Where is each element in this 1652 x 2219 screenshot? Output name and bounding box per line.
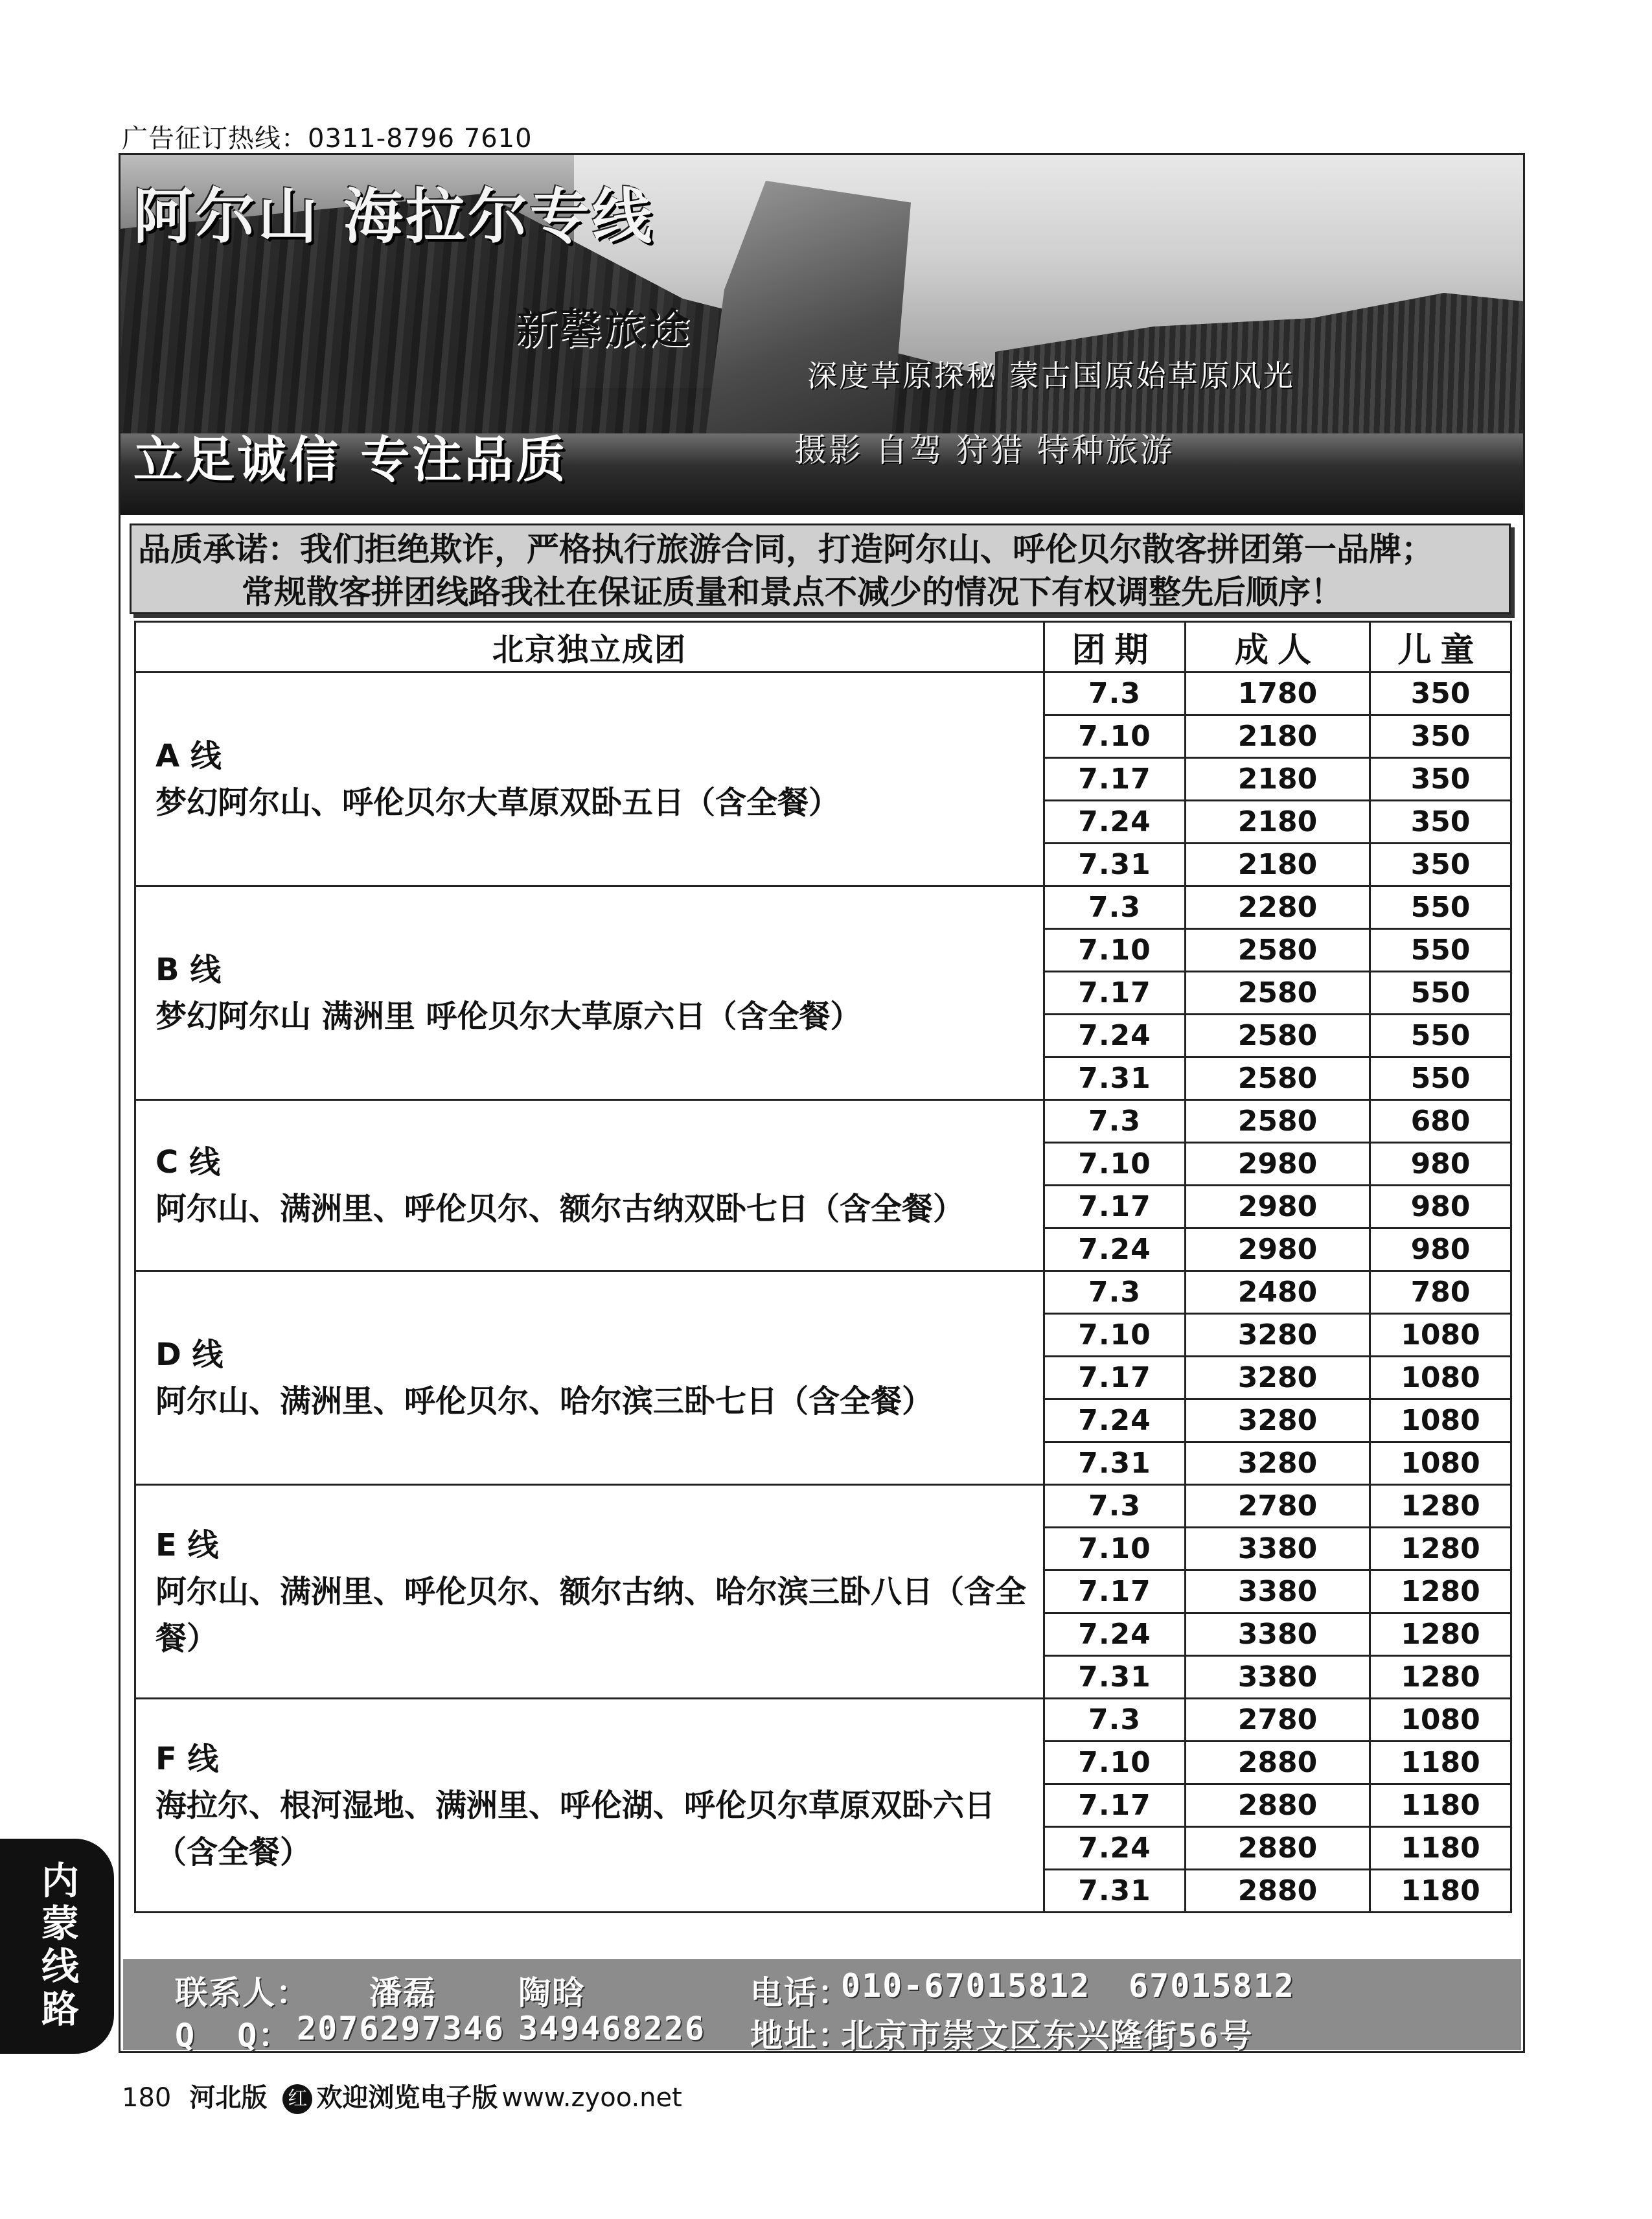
magazine-logo-icon: 红 [282,2084,312,2114]
route-cell [135,1100,1044,1271]
child-price-cell: 1180 [1370,1827,1511,1870]
date-cell: 7.24 [1044,1228,1186,1271]
route-description: 海拉尔、根河湿地、满洲里、呼伦湖、呼伦贝尔草原双卧六日 （含全餐） [155,1787,996,1870]
route-label: C 线 [155,1144,220,1180]
table-row [135,1271,1511,1314]
route-description: 梦幻阿尔山 满洲里 呼伦贝尔大草原六日（含全餐） [155,998,862,1035]
date-cell: 7.3 [1044,1271,1186,1314]
banner-subtitle: 新馨旅途 [516,305,692,354]
date-cell: 7.3 [1044,1100,1186,1143]
adult-price-cell: 2980 [1186,1143,1370,1186]
qq-1: 2076297346 [297,2010,505,2047]
header-adult: 成人 [1186,622,1370,673]
phone-1: 010-67015812 [841,1967,1091,2005]
child-price-cell: 780 [1370,1271,1511,1314]
banner-title: 阿尔山 海拉尔专线 [133,181,655,251]
date-cell: 7.17 [1044,1570,1186,1613]
child-price-cell: 680 [1370,1100,1511,1143]
route-description: 阿尔山、满洲里、呼伦贝尔、额尔古纳双卧七日（含全餐） [155,1190,965,1227]
child-price-cell: 1180 [1370,1870,1511,1913]
adult-price-cell: 2880 [1186,1784,1370,1827]
date-cell: 7.31 [1044,1442,1186,1485]
child-price-cell: 1280 [1370,1570,1511,1613]
adult-price-cell: 2580 [1186,972,1370,1015]
child-price-cell: 550 [1370,972,1511,1015]
date-cell: 7.31 [1044,1057,1186,1100]
child-price-cell: 980 [1370,1228,1511,1271]
banner-image [120,155,1523,515]
child-price-cell: 350 [1370,715,1511,758]
date-cell: 7.31 [1044,1870,1186,1913]
adult-price-cell: 3280 [1186,1357,1370,1399]
date-cell: 7.17 [1044,758,1186,801]
route-cell [135,1699,1044,1913]
date-cell: 7.17 [1044,1784,1186,1827]
child-price-cell: 1080 [1370,1357,1511,1399]
route-description: 阿尔山、满洲里、呼伦贝尔、哈尔滨三卧七日（含全餐） [155,1383,934,1420]
child-price-cell: 1280 [1370,1528,1511,1570]
adult-price-cell: 3380 [1186,1528,1370,1570]
route-description: 梦幻阿尔山、呼伦贝尔大草原双卧五日（含全餐） [155,784,840,821]
date-cell: 7.17 [1044,1186,1186,1228]
adult-price-cell: 2880 [1186,1870,1370,1913]
route-table-body [135,673,1511,1913]
date-cell: 7.3 [1044,1485,1186,1528]
adult-price-cell: 2880 [1186,1827,1370,1870]
route-label: B 线 [155,951,222,988]
child-price-cell: 980 [1370,1143,1511,1186]
section-tab-inner-mongolia: 内蒙线路 [0,1839,114,2054]
contact-person-2: 陶晗 [518,1974,586,2012]
date-cell: 7.3 [1044,886,1186,929]
date-cell: 7.24 [1044,801,1186,844]
adult-price-cell: 2580 [1186,1057,1370,1100]
route-label: E 线 [155,1526,219,1563]
child-price-cell: 550 [1370,1015,1511,1057]
child-price-cell: 1280 [1370,1656,1511,1699]
adult-price-cell: 2780 [1186,1699,1370,1742]
adult-price-cell: 2780 [1186,1485,1370,1528]
adult-price-cell: 1780 [1186,673,1370,715]
quality-notice [130,523,1511,614]
route-cell [135,1485,1044,1699]
adult-price-cell: 2180 [1186,801,1370,844]
adult-price-cell: 2580 [1186,1100,1370,1143]
adult-price-cell: 3380 [1186,1656,1370,1699]
child-price-cell: 350 [1370,758,1511,801]
child-price-cell: 550 [1370,1057,1511,1100]
child-price-cell: 550 [1370,929,1511,972]
adult-price-cell: 2980 [1186,1186,1370,1228]
date-cell: 7.31 [1044,844,1186,886]
qq-2: 349468226 [518,2010,706,2047]
qq-label: Q Q： [175,2017,292,2054]
route-label: F 线 [155,1740,219,1777]
adult-price-cell: 2180 [1186,758,1370,801]
adult-price-cell: 3380 [1186,1613,1370,1656]
date-cell: 7.10 [1044,929,1186,972]
adult-price-cell: 2580 [1186,929,1370,972]
banner-slogan: 立足诚信 专注品质 [133,431,568,489]
table-row [135,1485,1511,1528]
date-cell: 7.10 [1044,1528,1186,1570]
route-price-table [134,621,1512,1913]
date-cell: 7.17 [1044,1357,1186,1399]
website-url[interactable]: www.zyoo.net [501,2083,682,2113]
adult-price-cell: 2880 [1186,1742,1370,1784]
adult-price-cell: 3280 [1186,1442,1370,1485]
date-cell: 7.24 [1044,1015,1186,1057]
date-cell: 7.24 [1044,1399,1186,1442]
adult-price-cell: 2580 [1186,1015,1370,1057]
adult-price-cell: 2980 [1186,1228,1370,1271]
date-cell: 7.31 [1044,1656,1186,1699]
child-price-cell: 350 [1370,801,1511,844]
adult-price-cell: 2280 [1186,886,1370,929]
table-row [135,1699,1511,1742]
child-price-cell: 1180 [1370,1742,1511,1784]
phone-2: 67015812 [1129,1967,1295,2005]
adult-price-cell: 2180 [1186,844,1370,886]
date-cell: 7.10 [1044,715,1186,758]
notice-line-1: 品质承诺：我们拒绝欺诈，严格执行旅游合同，打造阿尔山、呼伦贝尔散客拼团第一品牌； [138,531,1434,568]
adult-price-cell: 3280 [1186,1314,1370,1357]
child-price-cell: 1280 [1370,1613,1511,1656]
date-cell: 7.10 [1044,1314,1186,1357]
child-price-cell: 1080 [1370,1399,1511,1442]
route-cell [135,673,1044,886]
date-cell: 7.10 [1044,1742,1186,1784]
adult-price-cell: 3380 [1186,1570,1370,1613]
table-header-row [135,622,1511,673]
header-child: 儿童 [1370,622,1511,673]
date-cell: 7.24 [1044,1827,1186,1870]
contact-person-1: 潘磊 [369,1974,437,2012]
date-cell: 7.17 [1044,972,1186,1015]
contact-label: 联系人： [175,1974,310,2012]
child-price-cell: 350 [1370,844,1511,886]
table-row [135,673,1511,715]
adult-price-cell: 2180 [1186,715,1370,758]
date-cell: 7.10 [1044,1143,1186,1186]
address: 北京市崇文区东兴隆街56号 [841,2017,1254,2054]
welcome-text: 欢迎浏览电子版 [316,2083,498,2113]
route-cell [135,1271,1044,1485]
banner-activities: 摄影 自驾 狩猎 特种旅游 [794,431,1175,469]
notice-line-2: 常规散客拼团线路我社在保证质量和景点不减少的情况下有权调整先后顺序！ [242,573,1343,611]
child-price-cell: 550 [1370,886,1511,929]
child-price-cell: 1180 [1370,1784,1511,1827]
date-cell: 7.3 [1044,673,1186,715]
address-label: 地址： [750,2017,851,2054]
banner-steppe-text: 深度草原探秘 蒙古国原始草原风光 [807,358,1295,393]
child-price-cell: 1080 [1370,1314,1511,1357]
route-cell [135,886,1044,1100]
phone-label: 电话： [750,1974,851,2012]
header-route-name: 北京独立成团 [135,622,1044,673]
child-price-cell: 1280 [1370,1485,1511,1528]
date-cell: 7.24 [1044,1613,1186,1656]
child-price-cell: 1080 [1370,1442,1511,1485]
route-label: A 线 [155,737,222,774]
date-cell: 7.3 [1044,1699,1186,1742]
contact-bar [123,1959,1521,2054]
route-description: 阿尔山、满洲里、呼伦贝尔、额尔古纳、哈尔滨三卧八日（含全餐） [155,1573,1027,1657]
child-price-cell: 350 [1370,673,1511,715]
table-row [135,1100,1511,1143]
page-footer [122,2077,682,2114]
route-label: D 线 [155,1336,224,1373]
adult-price-cell: 2480 [1186,1271,1370,1314]
ad-hotline: 广告征订热线：0311-8796 7610 [122,124,533,154]
child-price-cell: 1080 [1370,1699,1511,1742]
adult-price-cell: 3280 [1186,1399,1370,1442]
child-price-cell: 980 [1370,1186,1511,1228]
header-date: 团期 [1044,622,1186,673]
table-row [135,886,1511,929]
edition-label: 河北版 [189,2083,268,2113]
page-number: 180 [122,2083,172,2113]
